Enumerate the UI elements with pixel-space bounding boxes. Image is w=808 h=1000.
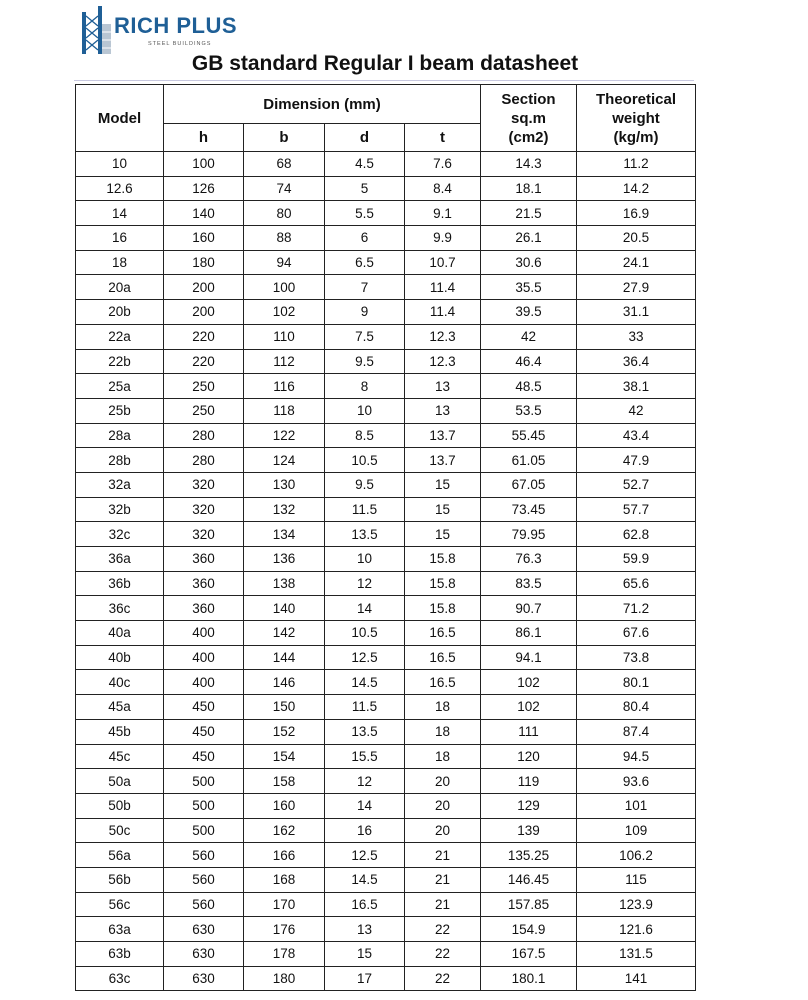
cell-d: 12.5 xyxy=(325,645,405,670)
cell-section-area: 67.05 xyxy=(481,472,577,497)
cell-model: 45a xyxy=(76,695,164,720)
cell-section-area: 21.5 xyxy=(481,201,577,226)
table-row xyxy=(76,867,696,892)
table-row xyxy=(76,843,696,868)
cell-section-area: 129 xyxy=(481,793,577,818)
table-row xyxy=(76,522,696,547)
cell-theoretical-weight: 101 xyxy=(577,793,696,818)
brand-tagline: STEEL BUILDINGS xyxy=(148,41,212,47)
cell-h: 280 xyxy=(164,423,244,448)
page-title: GB standard Regular I beam datasheet xyxy=(191,52,579,75)
cell-b: 102 xyxy=(244,300,325,325)
table-row xyxy=(76,942,696,967)
cell-d: 9.5 xyxy=(325,349,405,374)
table-row xyxy=(76,201,696,226)
cell-theoretical-weight: 27.9 xyxy=(577,275,696,300)
cell-h: 220 xyxy=(164,349,244,374)
cell-t: 13 xyxy=(405,398,481,423)
cell-b: 134 xyxy=(244,522,325,547)
table-row xyxy=(76,250,696,275)
table-row xyxy=(76,497,696,522)
cell-b: 100 xyxy=(244,275,325,300)
cell-h: 200 xyxy=(164,300,244,325)
cell-model: 56a xyxy=(76,843,164,868)
cell-t: 22 xyxy=(405,966,481,991)
cell-model: 25a xyxy=(76,374,164,399)
cell-d: 15.5 xyxy=(325,744,405,769)
cell-theoretical-weight: 62.8 xyxy=(577,522,696,547)
cell-model: 18 xyxy=(76,250,164,275)
table-row xyxy=(76,472,696,497)
cell-d: 5 xyxy=(325,176,405,201)
cell-section-area: 120 xyxy=(481,744,577,769)
cell-section-area: 119 xyxy=(481,769,577,794)
header-d: d xyxy=(325,124,405,152)
cell-model: 63c xyxy=(76,966,164,991)
cell-model: 63b xyxy=(76,942,164,967)
cell-d: 6 xyxy=(325,226,405,251)
cell-b: 136 xyxy=(244,547,325,572)
cell-section-area: 167.5 xyxy=(481,942,577,967)
cell-h: 630 xyxy=(164,917,244,942)
cell-t: 21 xyxy=(405,843,481,868)
steel-frame-building-icon xyxy=(80,4,112,54)
cell-h: 250 xyxy=(164,374,244,399)
cell-b: 138 xyxy=(244,571,325,596)
cell-model: 14 xyxy=(76,201,164,226)
cell-model: 40b xyxy=(76,645,164,670)
cell-d: 13.5 xyxy=(325,522,405,547)
cell-theoretical-weight: 71.2 xyxy=(577,596,696,621)
cell-d: 14 xyxy=(325,596,405,621)
cell-model: 50c xyxy=(76,818,164,843)
table-row xyxy=(76,966,696,991)
i-beam-datasheet-table xyxy=(75,84,696,991)
cell-section-area: 135.25 xyxy=(481,843,577,868)
cell-d: 14 xyxy=(325,793,405,818)
cell-d: 16.5 xyxy=(325,892,405,917)
cell-h: 450 xyxy=(164,695,244,720)
cell-model: 50b xyxy=(76,793,164,818)
cell-d: 13.5 xyxy=(325,719,405,744)
cell-h: 320 xyxy=(164,522,244,547)
title-divider xyxy=(74,80,694,81)
cell-model: 40c xyxy=(76,670,164,695)
cell-d: 14.5 xyxy=(325,867,405,892)
table-row xyxy=(76,695,696,720)
header-weight-line3: (kg/m) xyxy=(613,128,659,146)
cell-theoretical-weight: 65.6 xyxy=(577,571,696,596)
cell-theoretical-weight: 141 xyxy=(577,966,696,991)
cell-b: 158 xyxy=(244,769,325,794)
table-row xyxy=(76,300,696,325)
cell-h: 400 xyxy=(164,621,244,646)
cell-d: 11.5 xyxy=(325,497,405,522)
cell-model: 16 xyxy=(76,226,164,251)
cell-theoretical-weight: 87.4 xyxy=(577,719,696,744)
cell-h: 560 xyxy=(164,843,244,868)
cell-b: 154 xyxy=(244,744,325,769)
cell-theoretical-weight: 52.7 xyxy=(577,472,696,497)
cell-h: 450 xyxy=(164,719,244,744)
cell-t: 11.4 xyxy=(405,300,481,325)
cell-model: 36b xyxy=(76,571,164,596)
cell-d: 9 xyxy=(325,300,405,325)
cell-d: 10 xyxy=(325,547,405,572)
table-row xyxy=(76,226,696,251)
brand-logo xyxy=(80,4,240,54)
cell-t: 15 xyxy=(405,472,481,497)
table-row xyxy=(76,423,696,448)
table-row xyxy=(76,349,696,374)
table-row xyxy=(76,547,696,572)
cell-b: 150 xyxy=(244,695,325,720)
cell-b: 122 xyxy=(244,423,325,448)
cell-section-area: 86.1 xyxy=(481,621,577,646)
cell-theoretical-weight: 24.1 xyxy=(577,250,696,275)
cell-h: 400 xyxy=(164,670,244,695)
header-section-line3: (cm2) xyxy=(508,128,549,146)
cell-h: 630 xyxy=(164,966,244,991)
cell-model: 28b xyxy=(76,448,164,473)
cell-model: 20a xyxy=(76,275,164,300)
cell-theoretical-weight: 42 xyxy=(577,398,696,423)
cell-model: 10 xyxy=(76,152,164,177)
header-h: h xyxy=(164,124,244,152)
header-t: t xyxy=(405,124,481,152)
cell-theoretical-weight: 59.9 xyxy=(577,547,696,572)
cell-t: 10.7 xyxy=(405,250,481,275)
cell-t: 15.8 xyxy=(405,571,481,596)
cell-theoretical-weight: 80.1 xyxy=(577,670,696,695)
cell-theoretical-weight: 43.4 xyxy=(577,423,696,448)
table-row xyxy=(76,621,696,646)
cell-t: 9.1 xyxy=(405,201,481,226)
cell-section-area: 48.5 xyxy=(481,374,577,399)
cell-section-area: 102 xyxy=(481,670,577,695)
cell-d: 8 xyxy=(325,374,405,399)
table-row xyxy=(76,744,696,769)
cell-d: 5.5 xyxy=(325,201,405,226)
cell-theoretical-weight: 11.2 xyxy=(577,152,696,177)
header-section-line2: sq.m xyxy=(511,109,547,127)
cell-h: 220 xyxy=(164,324,244,349)
cell-section-area: 42 xyxy=(481,324,577,349)
header-weight-line1: Theoretical xyxy=(596,90,677,108)
cell-theoretical-weight: 93.6 xyxy=(577,769,696,794)
cell-b: 180 xyxy=(244,966,325,991)
cell-d: 6.5 xyxy=(325,250,405,275)
cell-section-area: 39.5 xyxy=(481,300,577,325)
cell-b: 94 xyxy=(244,250,325,275)
cell-model: 56c xyxy=(76,892,164,917)
cell-d: 8.5 xyxy=(325,423,405,448)
cell-h: 140 xyxy=(164,201,244,226)
cell-t: 9.9 xyxy=(405,226,481,251)
cell-h: 200 xyxy=(164,275,244,300)
cell-model: 36c xyxy=(76,596,164,621)
cell-t: 15.8 xyxy=(405,547,481,572)
cell-b: 178 xyxy=(244,942,325,967)
cell-h: 560 xyxy=(164,892,244,917)
cell-model: 45c xyxy=(76,744,164,769)
cell-theoretical-weight: 14.2 xyxy=(577,176,696,201)
table-row xyxy=(76,152,696,177)
cell-b: 110 xyxy=(244,324,325,349)
cell-theoretical-weight: 38.1 xyxy=(577,374,696,399)
cell-model: 12.6 xyxy=(76,176,164,201)
cell-t: 16.5 xyxy=(405,670,481,695)
cell-h: 400 xyxy=(164,645,244,670)
cell-model: 40a xyxy=(76,621,164,646)
cell-section-area: 46.4 xyxy=(481,349,577,374)
cell-section-area: 180.1 xyxy=(481,966,577,991)
cell-b: 162 xyxy=(244,818,325,843)
cell-model: 28a xyxy=(76,423,164,448)
cell-d: 7.5 xyxy=(325,324,405,349)
cell-model: 56b xyxy=(76,867,164,892)
table-row xyxy=(76,917,696,942)
cell-h: 500 xyxy=(164,793,244,818)
cell-t: 11.4 xyxy=(405,275,481,300)
cell-d: 12.5 xyxy=(325,843,405,868)
table-row xyxy=(76,571,696,596)
cell-h: 180 xyxy=(164,250,244,275)
cell-section-area: 157.85 xyxy=(481,892,577,917)
cell-t: 15.8 xyxy=(405,596,481,621)
cell-section-area: 73.45 xyxy=(481,497,577,522)
cell-d: 13 xyxy=(325,917,405,942)
cell-model: 32b xyxy=(76,497,164,522)
header-theoretical-weight xyxy=(577,85,696,152)
cell-t: 21 xyxy=(405,892,481,917)
cell-section-area: 146.45 xyxy=(481,867,577,892)
cell-section-area: 154.9 xyxy=(481,917,577,942)
cell-t: 15 xyxy=(405,497,481,522)
cell-h: 280 xyxy=(164,448,244,473)
cell-t: 8.4 xyxy=(405,176,481,201)
cell-model: 45b xyxy=(76,719,164,744)
table-row xyxy=(76,645,696,670)
cell-t: 20 xyxy=(405,769,481,794)
cell-theoretical-weight: 57.7 xyxy=(577,497,696,522)
cell-h: 160 xyxy=(164,226,244,251)
cell-model: 32c xyxy=(76,522,164,547)
cell-d: 4.5 xyxy=(325,152,405,177)
table-row xyxy=(76,892,696,917)
cell-section-area: 83.5 xyxy=(481,571,577,596)
cell-t: 12.3 xyxy=(405,349,481,374)
cell-section-area: 35.5 xyxy=(481,275,577,300)
cell-model: 32a xyxy=(76,472,164,497)
cell-b: 140 xyxy=(244,596,325,621)
cell-model: 36a xyxy=(76,547,164,572)
cell-b: 144 xyxy=(244,645,325,670)
cell-h: 250 xyxy=(164,398,244,423)
cell-b: 88 xyxy=(244,226,325,251)
cell-section-area: 90.7 xyxy=(481,596,577,621)
table-row xyxy=(76,670,696,695)
cell-t: 21 xyxy=(405,867,481,892)
cell-b: 132 xyxy=(244,497,325,522)
cell-d: 15 xyxy=(325,942,405,967)
cell-d: 12 xyxy=(325,769,405,794)
cell-theoretical-weight: 67.6 xyxy=(577,621,696,646)
cell-h: 100 xyxy=(164,152,244,177)
cell-h: 320 xyxy=(164,497,244,522)
table-row xyxy=(76,374,696,399)
cell-theoretical-weight: 80.4 xyxy=(577,695,696,720)
cell-b: 160 xyxy=(244,793,325,818)
cell-section-area: 55.45 xyxy=(481,423,577,448)
cell-theoretical-weight: 121.6 xyxy=(577,917,696,942)
header-b: b xyxy=(244,124,325,152)
table-row xyxy=(76,398,696,423)
cell-t: 18 xyxy=(405,719,481,744)
cell-b: 176 xyxy=(244,917,325,942)
table-row xyxy=(76,275,696,300)
cell-h: 450 xyxy=(164,744,244,769)
cell-theoretical-weight: 31.1 xyxy=(577,300,696,325)
cell-theoretical-weight: 73.8 xyxy=(577,645,696,670)
cell-d: 14.5 xyxy=(325,670,405,695)
header-section-line1: Section xyxy=(501,90,556,108)
cell-h: 630 xyxy=(164,942,244,967)
cell-theoretical-weight: 109 xyxy=(577,818,696,843)
cell-h: 360 xyxy=(164,596,244,621)
table-row xyxy=(76,596,696,621)
cell-b: 80 xyxy=(244,201,325,226)
cell-section-area: 79.95 xyxy=(481,522,577,547)
cell-h: 560 xyxy=(164,867,244,892)
cell-section-area: 30.6 xyxy=(481,250,577,275)
cell-model: 22b xyxy=(76,349,164,374)
header-dimension: Dimension (mm) xyxy=(164,85,481,124)
cell-b: 68 xyxy=(244,152,325,177)
cell-section-area: 76.3 xyxy=(481,547,577,572)
table-row xyxy=(76,324,696,349)
cell-t: 18 xyxy=(405,744,481,769)
cell-b: 112 xyxy=(244,349,325,374)
cell-b: 152 xyxy=(244,719,325,744)
cell-theoretical-weight: 36.4 xyxy=(577,349,696,374)
cell-d: 7 xyxy=(325,275,405,300)
cell-t: 13.7 xyxy=(405,448,481,473)
cell-b: 146 xyxy=(244,670,325,695)
cell-t: 22 xyxy=(405,917,481,942)
header-weight-line2: weight xyxy=(612,109,660,127)
cell-b: 118 xyxy=(244,398,325,423)
table-row xyxy=(76,176,696,201)
cell-h: 500 xyxy=(164,818,244,843)
cell-theoretical-weight: 20.5 xyxy=(577,226,696,251)
cell-model: 25b xyxy=(76,398,164,423)
cell-b: 130 xyxy=(244,472,325,497)
cell-section-area: 14.3 xyxy=(481,152,577,177)
cell-theoretical-weight: 16.9 xyxy=(577,201,696,226)
table-row xyxy=(76,818,696,843)
cell-b: 170 xyxy=(244,892,325,917)
cell-theoretical-weight: 131.5 xyxy=(577,942,696,967)
cell-t: 7.6 xyxy=(405,152,481,177)
cell-h: 500 xyxy=(164,769,244,794)
cell-t: 13 xyxy=(405,374,481,399)
cell-b: 116 xyxy=(244,374,325,399)
cell-section-area: 102 xyxy=(481,695,577,720)
cell-b: 142 xyxy=(244,621,325,646)
cell-b: 166 xyxy=(244,843,325,868)
cell-b: 74 xyxy=(244,176,325,201)
cell-theoretical-weight: 94.5 xyxy=(577,744,696,769)
cell-t: 12.3 xyxy=(405,324,481,349)
cell-section-area: 18.1 xyxy=(481,176,577,201)
cell-section-area: 94.1 xyxy=(481,645,577,670)
cell-section-area: 139 xyxy=(481,818,577,843)
cell-b: 168 xyxy=(244,867,325,892)
cell-d: 12 xyxy=(325,571,405,596)
cell-model: 20b xyxy=(76,300,164,325)
cell-d: 10 xyxy=(325,398,405,423)
cell-d: 9.5 xyxy=(325,472,405,497)
cell-model: 50a xyxy=(76,769,164,794)
cell-t: 20 xyxy=(405,793,481,818)
cell-theoretical-weight: 115 xyxy=(577,867,696,892)
cell-section-area: 26.1 xyxy=(481,226,577,251)
cell-section-area: 111 xyxy=(481,719,577,744)
table-row xyxy=(76,769,696,794)
cell-model: 63a xyxy=(76,917,164,942)
cell-t: 16.5 xyxy=(405,621,481,646)
brand-name: RICH PLUS xyxy=(114,13,238,38)
cell-d: 10.5 xyxy=(325,448,405,473)
table-row xyxy=(76,793,696,818)
cell-section-area: 61.05 xyxy=(481,448,577,473)
cell-h: 126 xyxy=(164,176,244,201)
cell-theoretical-weight: 123.9 xyxy=(577,892,696,917)
cell-t: 20 xyxy=(405,818,481,843)
cell-d: 17 xyxy=(325,966,405,991)
cell-t: 13.7 xyxy=(405,423,481,448)
cell-h: 360 xyxy=(164,547,244,572)
cell-h: 360 xyxy=(164,571,244,596)
cell-h: 320 xyxy=(164,472,244,497)
table-body xyxy=(76,152,696,991)
cell-model: 22a xyxy=(76,324,164,349)
cell-t: 18 xyxy=(405,695,481,720)
cell-theoretical-weight: 106.2 xyxy=(577,843,696,868)
cell-d: 11.5 xyxy=(325,695,405,720)
cell-section-area: 53.5 xyxy=(481,398,577,423)
cell-t: 16.5 xyxy=(405,645,481,670)
table-row xyxy=(76,448,696,473)
cell-theoretical-weight: 47.9 xyxy=(577,448,696,473)
cell-d: 16 xyxy=(325,818,405,843)
header-model: Model xyxy=(76,85,164,152)
cell-theoretical-weight: 33 xyxy=(577,324,696,349)
cell-b: 124 xyxy=(244,448,325,473)
cell-t: 15 xyxy=(405,522,481,547)
header-section-area xyxy=(481,85,577,152)
cell-d: 10.5 xyxy=(325,621,405,646)
table-row xyxy=(76,719,696,744)
cell-t: 22 xyxy=(405,942,481,967)
